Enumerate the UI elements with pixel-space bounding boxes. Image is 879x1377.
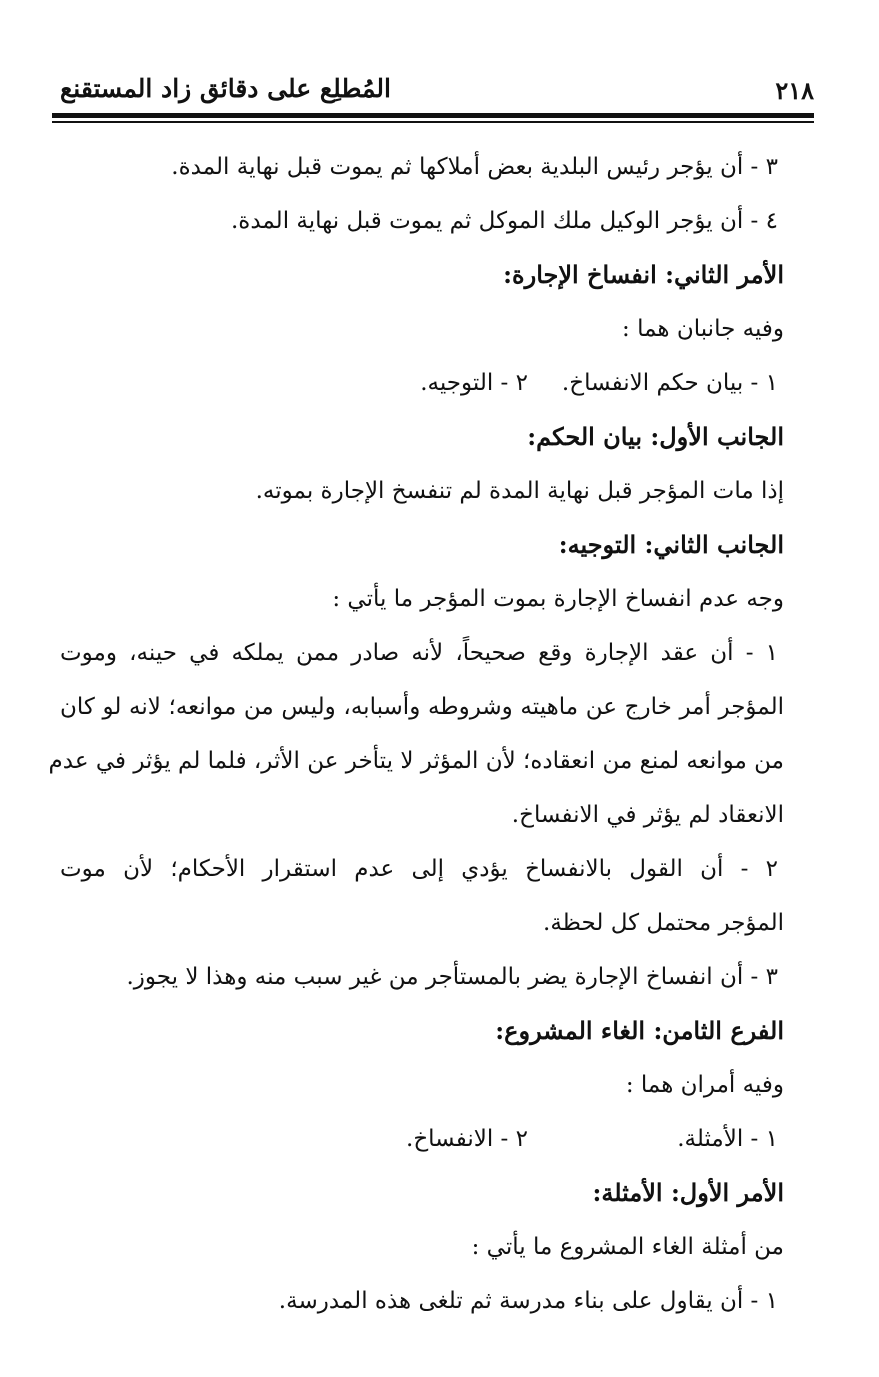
- two-column-list: [60, 356, 784, 410]
- page-number: ٢١٨: [775, 76, 814, 105]
- section-heading: الأمر الثاني: انفساخ الإجارة:: [503, 260, 784, 289]
- paragraph: إذا مات المؤجر قبل نهاية المدة لم تنفسخ الإجارة بموته.: [255, 478, 784, 504]
- list-item: ١ - بيان حكم الانفساخ.: [561, 370, 778, 396]
- paragraph-line: ٢ - أن القول بالانفساخ يؤدي إلى عدم استقرار الأحكام؛ لأن موت: [60, 856, 778, 882]
- paragraph-line: من موانعه لمنع من انعقاده؛ لأن المؤثر لا يتأخر عن الأثر، فلما لم يؤثر في عدم: [48, 748, 784, 774]
- section-heading: الجانب الأول: بيان الحكم:: [527, 422, 784, 451]
- paragraph-line: المؤجر أمر خارج عن ماهيته وشروطه وأسبابه، وليس من موانعه؛ لانه لو كان: [60, 694, 784, 720]
- paragraph-line: الانعقاد لم يؤثر في الانفساخ.: [511, 802, 784, 828]
- section-heading: الجانب الثاني: التوجيه:: [558, 530, 784, 559]
- list-item: ٣ - أن يؤجر رئيس البلدية بعض أملاكها ثم يموت قبل نهاية المدة.: [171, 154, 778, 180]
- page-body: [48, 140, 784, 1328]
- list-item: ٢ - الانفساخ.: [406, 1126, 528, 1152]
- two-column-list: [60, 1112, 784, 1166]
- header-rule-thin: [52, 121, 814, 123]
- list-item: ١ - أن يقاول على بناء مدرسة ثم تلغى هذه المدرسة.: [278, 1288, 778, 1314]
- section-heading: الفرع الثامن: الغاء المشروع:: [495, 1016, 784, 1045]
- list-item: ٢ - التوجيه.: [420, 370, 528, 396]
- running-title: المُطلِع على دقائق زاد المستقنع: [60, 74, 391, 103]
- section-heading: الأمر الأول: الأمثلة:: [592, 1178, 784, 1207]
- page-header: [52, 72, 814, 110]
- paragraph: وفيه جانبان هما :: [622, 316, 784, 342]
- header-rule-thick: [52, 113, 814, 118]
- paragraph: من أمثلة الغاء المشروع ما يأتي :: [471, 1234, 784, 1260]
- list-item: ١ - الأمثلة.: [677, 1126, 778, 1152]
- paragraph: وجه عدم انفساخ الإجارة بموت المؤجر ما يأتي :: [332, 586, 784, 612]
- list-item: ٤ - أن يؤجر الوكيل ملك الموكل ثم يموت قبل نهاية المدة.: [230, 208, 778, 234]
- paragraph-line: ١ - أن عقد الإجارة وقع صحيحاً، لأنه صادر ممن يملكه في حينه، وموت: [60, 640, 778, 666]
- list-item: ٣ - أن انفساخ الإجارة يضر بالمستأجر من غير سبب منه وهذا لا يجوز.: [126, 964, 778, 990]
- paragraph-line: المؤجر محتمل كل لحظة.: [543, 910, 784, 936]
- paragraph: وفيه أمران هما :: [625, 1072, 784, 1098]
